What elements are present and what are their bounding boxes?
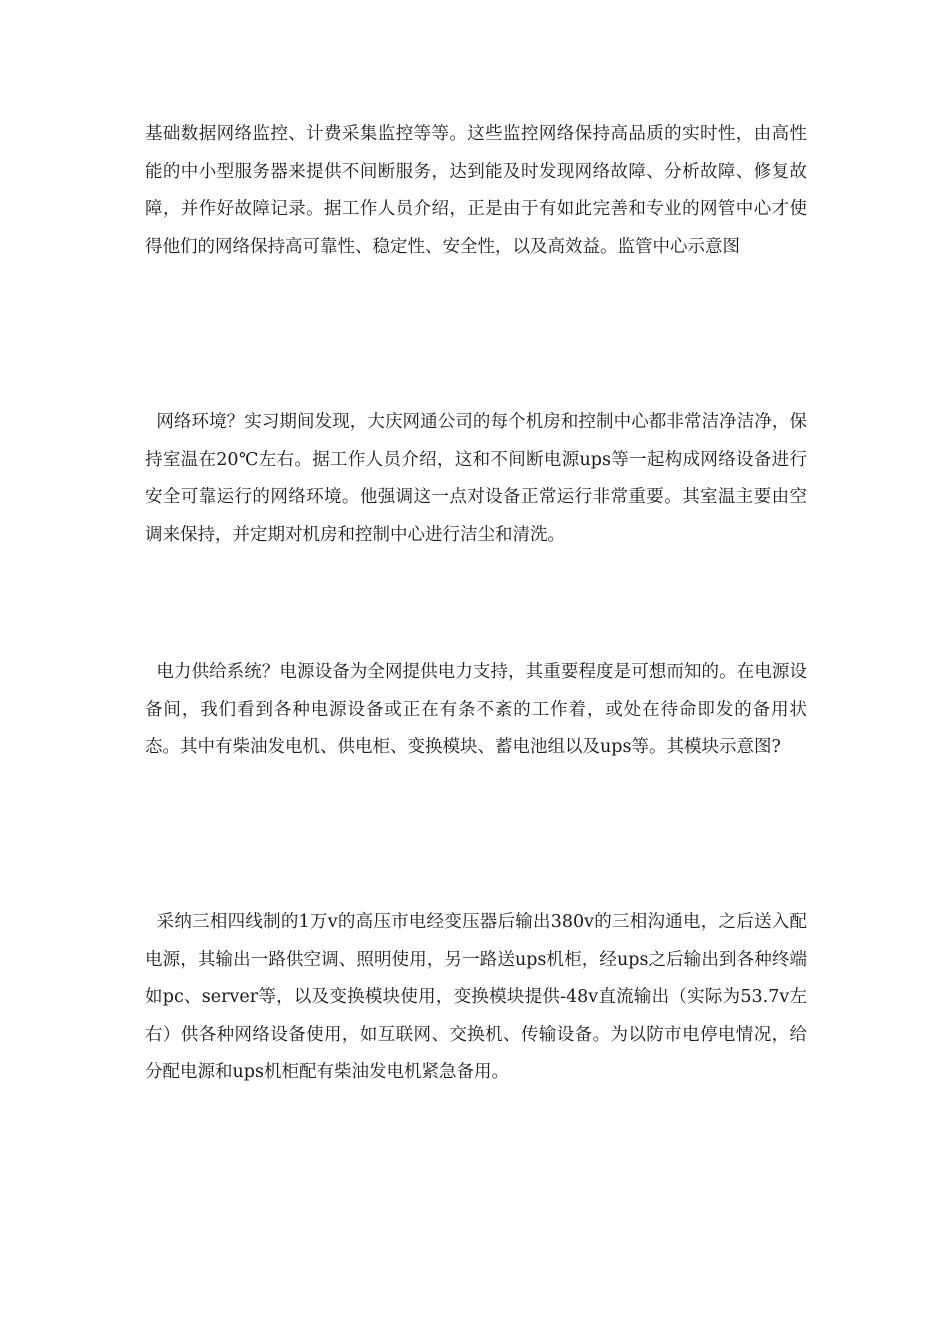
paragraph-network-monitoring: 基础数据网络监控、计费采集监控等等。这些监控网络保持高品质的实时性，由高性能的中小型服务器来提供不间断服务，达到能及时发现网络故障、分析故障、修复故障，并作好故障记录。据工作人员介绍，正是由于有如此完善和专业的网管中心才使得他们的网络保持高可靠性、稳定性、安全性，以及高效益。监管中心示意图 bbox=[145, 124, 807, 257]
paragraph-power-supply-system: 电力供给系统？电源设备为全网提供电力支持，其重要程度是可想而知的。在电源设备间，我们看到各种电源设备或正在有条不紊的工作着，或处在待命即发的备用状态。其中有柴油发电机、供电柜、变换模块、蓄电池组以及ups等。其模块示意图? bbox=[145, 662, 807, 757]
paragraph-power-distribution: 采纳三相四线制的1万v的高压市电经变压器后输出380v的三相沟通电，之后送入配电源，其输出一路供空调、照明使用，另一路送ups机柜，经ups之后输出到各种终端如pc、server等，以及变换模块使用，变换模块提供-48v直流输出（实际为53.7v左右）供各种网络设备使用，如互联网、交换机、传输设备。为以防市电停电情况，给分配电源和ups机柜配有柴油发电机紧急备用。 bbox=[145, 912, 807, 1082]
paragraph-network-environment: 网络环境？实习期间发现，大庆网通公司的每个机房和控制中心都非常洁净洁净，保持室温在20℃左右。据工作人员介绍，这和不间断电源ups等一起构成网络设备进行安全可靠运行的网络环境。他强调这一点对设备正常运行非常重要。其室温主要由空调来保持，并定期对机房和控制中心进行洁尘和清洗。 bbox=[145, 412, 807, 545]
